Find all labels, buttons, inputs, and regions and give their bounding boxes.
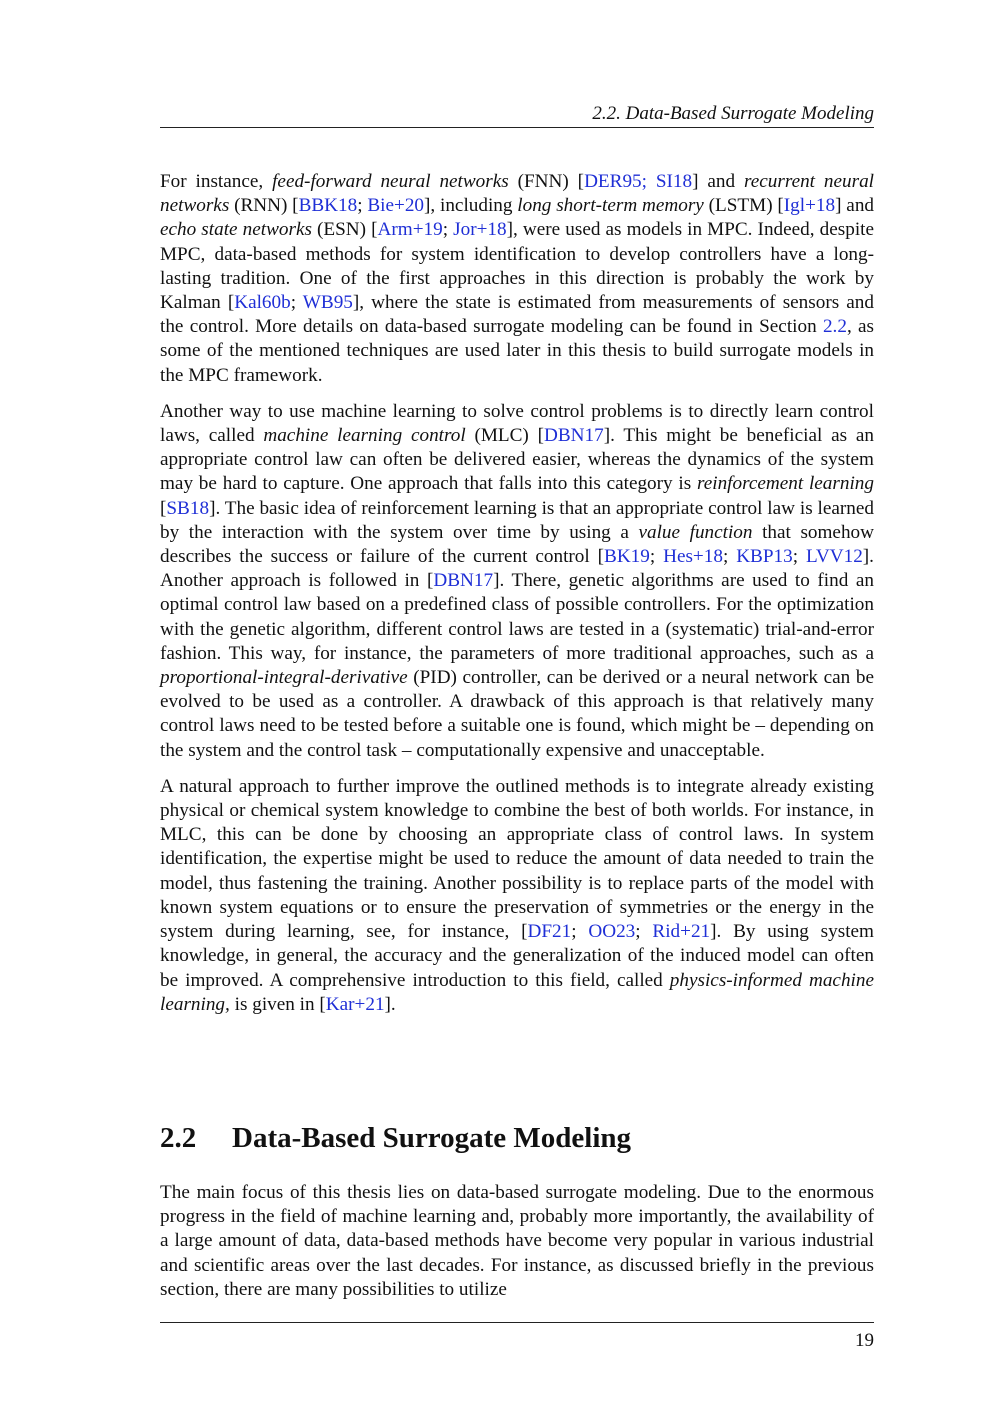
citation-link[interactable]: Rid+21 [652,921,711,943]
citation-link[interactable]: Kal60b [234,292,291,314]
text: A natural approach to further improve the outlined methods is to integrate already existing physical or chemical system knowledge to combine the best of both worlds. For instance, in MLC, this can be done by choosing an appropriate class of control laws. In system identification, the expertise might be used to reduce the amount of data needed to train the model, thus fastening the training. Another possibility is to replace parts of the model with known system equations or to ensure the preservation of symmetries or the energy in the system during learning, see, for instance, [ [160,775,874,943]
citation-link[interactable]: SB18 [166,497,210,519]
paragraph-3 [160,775,874,1017]
emphasis: long short-term memory [517,195,704,217]
text: (ESN) [ [311,219,378,241]
text: ]. This might be beneficial as an appropriate control law can often be delivered easier, whereas the dynamics of the system may be hard to capture. One approach that falls into this category is [160,425,874,495]
text: ; [722,546,737,568]
paragraph-1 [160,170,874,388]
text: (RNN) [ [229,195,299,217]
text: ; [442,219,454,241]
text: ], including [424,195,518,217]
text: that somehow describes the success or failure of the current control [ [160,521,874,568]
citation-link[interactable]: LVV12 [805,546,863,568]
citation-link[interactable]: OO23 [588,921,636,943]
text: ], were used as models in MPC. Indeed, despite MPC, data-based methods for system identification to develop controllers have a long-lasting tradition. One of the first approaches in this direction is probably the work by Kalman [ [160,219,874,314]
emphasis: echo state networks [160,219,312,241]
section-body [160,1181,874,1302]
text: ] and [692,171,744,192]
citation-link[interactable]: DER95; SI18 [584,171,693,192]
section-title: Data-Based Surrogate Modeling [232,1122,632,1154]
citation-link[interactable]: Kar+21 [325,993,385,1015]
text: (LSTM) [ [703,195,784,217]
text: ; [649,546,664,568]
text: ; [792,546,806,568]
page-number: 19 [855,1330,874,1351]
citation-link[interactable]: WB95 [302,292,353,314]
citation-link[interactable]: Bie+20 [367,195,425,217]
text: ]. [384,993,396,1015]
section-number: 2.2 [160,1122,197,1154]
text: , as some of the mentioned techniques are used later in this thesis to build surrogate models in the MPC framework. [160,316,874,386]
paragraph-2 [160,400,874,763]
body-text [160,170,874,1029]
text: (MLC) [ [465,425,544,447]
text: (FNN) [ [508,171,585,192]
citation-link[interactable]: KBP13 [736,546,793,568]
text: ]. The basic idea of reinforcement learning is that an appropriate control law is learned by the interaction with the system over time by using a [160,497,874,543]
section-paragraph: The main focus of this thesis lies on data-based surrogate modeling. Due to the enormous progress in the field of machine learning and, probably more importantly, the availability of a large amount of data, data-based methods have become very popular in various industrial and scientific areas over the last decades. For instance, as discussed briefly in the previous section, there are many possibilities to utilize [160,1182,874,1300]
text: ; [357,195,368,217]
text: Another way to use machine learning to solve control problems is to directly learn control laws, called [160,400,874,447]
text: ] and [835,195,875,217]
running-header: 2.2. Data-Based Surrogate Modeling [592,103,874,124]
text: ], where the state is estimated from measurements of sensors and the control. More details on data-based surrogate modeling can be found in Section [160,292,874,338]
text: (PID) controller, can be derived or a neural network can be evolved to be used as a controller. A drawback of this approach is that relatively many control laws need to be tested before a suitable one is found, which might be – depending on the system and the control task – computationally expensive and unacceptable. [160,667,874,761]
text: ]. There, genetic algorithms are used to find an optimal control law based on a predefined class of possible controllers. For the optimization with the genetic algorithm, different control laws are tested in a (systematic) trial-and-error fashion. This way, for instance, the parameters of more traditional approaches, such as a [160,570,874,664]
emphasis: reinforcement learning [696,473,874,495]
emphasis: feed-forward neural networks [272,171,509,192]
emphasis: value function [638,521,753,543]
text: ; [635,921,653,943]
citation-link[interactable]: DBN17 [433,570,494,592]
text: ]. By using system knowledge, in general, the accuracy and the generalization of the induced model can often be improved. A comprehensive introduction to this field, called [160,921,874,991]
citation-link[interactable]: BK19 [604,546,650,568]
citation-link[interactable]: DBN17 [544,425,604,447]
emphasis: recurrent neural networks [160,171,874,217]
citation-link[interactable]: DF21 [527,921,572,943]
text: ]. Another approach is followed in [ [160,546,874,592]
text: [ [160,497,167,519]
citation-link[interactable]: Jor+18 [453,219,507,241]
citation-link[interactable]: Igl+18 [783,195,836,217]
text: For instance, [160,171,273,192]
text: ; [290,292,303,314]
footer-rule [160,1322,874,1323]
emphasis: machine learning control [263,425,466,447]
citation-link[interactable]: Hes+18 [663,546,723,568]
citation-link[interactable]: Arm+19 [377,219,443,241]
text: ; [571,921,589,943]
emphasis: physics-informed machine learning, [160,969,874,1015]
section-heading [160,1122,874,1155]
emphasis: proportional-integral-derivative [160,667,408,689]
header-rule [160,127,874,128]
section-link[interactable]: 2.2 [822,316,847,338]
text: is given in [ [229,993,326,1015]
citation-link[interactable]: BBK18 [298,195,358,217]
